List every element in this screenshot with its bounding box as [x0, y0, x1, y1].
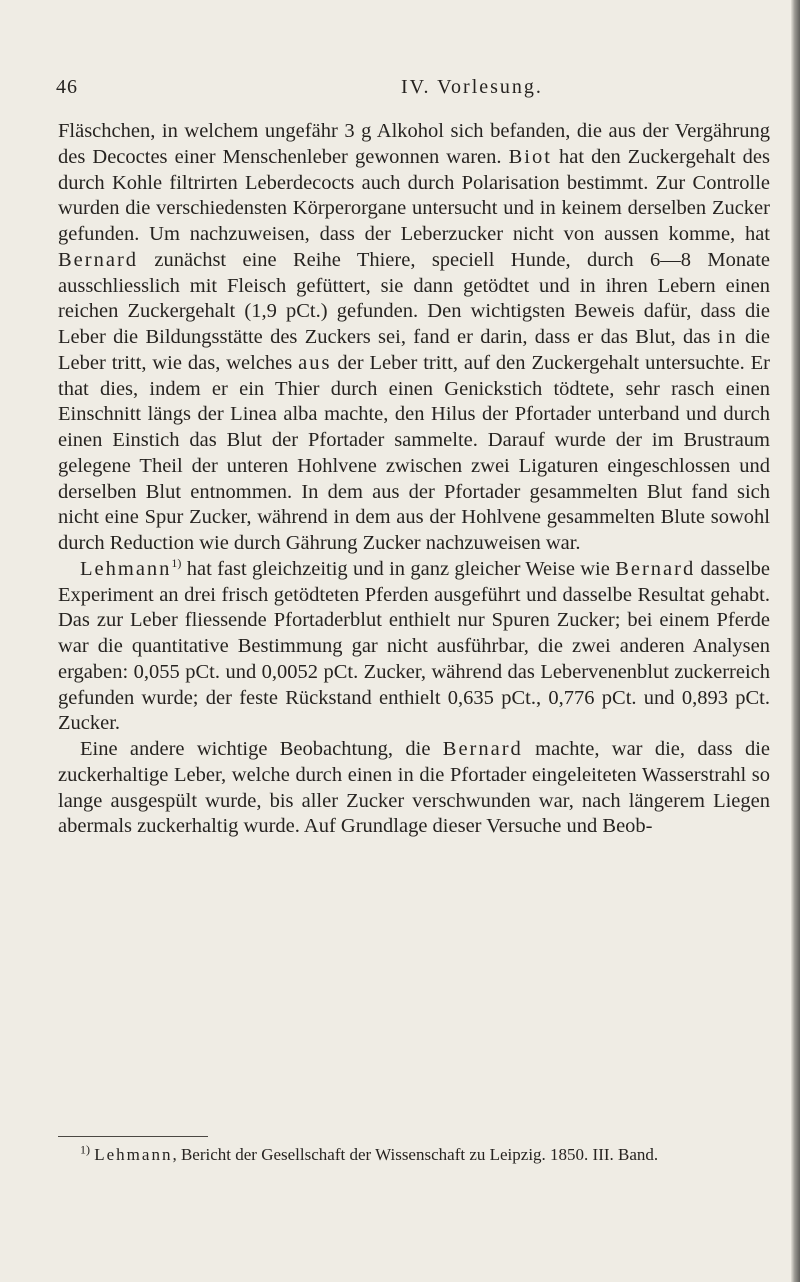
footnote-text: , Bericht der Gesellschaft der Wissenschaft zu Leipzig. 1850. III. Band. [172, 1145, 659, 1164]
footnote-marker: 1) [80, 1142, 90, 1157]
text-run: dasselbe Experiment an drei frisch getödteten Pferden ausgeführt und dasselbe Resultat gehabt. Das zur Leber fliessende Pfortaderblut enthielt nur Spuren Zucker; bei einem Pferde war die quantitative Bestimmung gar nicht ausführbar, die zwei anderen Analysen ergaben: 0,055 pCt. und 0,0052 pCt. Zucker, während das Lebervenenblut zuckerreich gefunden wurde; der feste Rückstand enthielt 0,635 pCt., 0,776 pCt. und 0,893 pCt. Zucker. [58, 557, 770, 735]
page-header [56, 76, 744, 110]
paragraph [58, 557, 770, 737]
page-number: 46 [56, 76, 78, 98]
text-run: machte, war die, dass die zuckerhaltige Leber, welche durch einen in die Pfortader eingeleiteten Wasserstrahl so lange ausgespült wurde, bis aller Zucker verschwunden war, nach längerem Liegen abermals zuckerhaltig wurde. Auf Grundlage dieser Versuche und Beob- [58, 738, 770, 838]
text-run: zunächst eine Reihe Thiere, speciell Hunde, durch 6—8 Monate ausschliesslich mit Fleisch gefüttert, sie dann getödtet und in ihren Lebern einen reichen Zuckergehalt (1,9 pCt.) gefunden. Den wichtigsten Beweis dafür, dass die Leber die Bildungsstätte des Zuckers sei, fand er darin, dass er das Blut, das [58, 248, 770, 348]
text-run: der Leber tritt, auf den Zuckergehalt untersuchte. Er that dies, indem er ein Thier durch einen Genickstich tödtete, sehr rasch einen Einschnitt längs der Linea alba machte, den Hilus der Pfortader unterband und durch einen Einstich das Blut der Pfortader sammelte. Darauf wurde der im Brustraum gelegene Theil der unteren Hohlvene zwischen zwei Ligaturen eingeschlossen und derselben Blut entnommen. In dem aus der Pfortader gesammelten Blut fand sich nicht eine Spur Zucker, während in dem aus der Hohlvene gesammelten Blute sowohl durch Reduction wie durch Gährung Zucker nachzuweisen war. [58, 351, 771, 554]
spaced-name: in [717, 326, 738, 348]
body-text [58, 119, 770, 840]
spaced-name: Bernard [58, 248, 139, 271]
page-edge-shadow [791, 0, 800, 1282]
spaced-name: Lehmann [80, 557, 172, 580]
footnote [58, 1143, 770, 1166]
footnote-rule [58, 1136, 208, 1137]
text-run: Eine andere wichtige Beobachtung, die [80, 738, 443, 760]
spaced-name: Bernard [442, 738, 523, 760]
spaced-name: aus [298, 351, 332, 374]
spaced-name: Bernard [615, 557, 696, 580]
text-run: hat fast gleichzeitig und in ganz gleicher Weise wie [181, 557, 616, 580]
text-run: die Leber tritt, wie das, welches [58, 326, 770, 374]
text-run: Fläschchen, in welchem ungefähr 3 g Alkohol sich befanden, die aus der Vergährung des Decoctes einer Menschenleber gewonnen waren. [58, 120, 770, 168]
running-head: IV. Vorlesung. [401, 76, 543, 98]
text-run: hat den Zuckergehalt des durch Kohle filtrirten Leberdecocts auch durch Polarisation bestimmt. Zur Controlle wurden die verschiedensten Körperorgane untersucht und in keinem derselben Zucker gefunden. Um nachzuweisen, dass der Leberzucker nicht von aussen komme, hat [58, 145, 770, 245]
footnote-ref: 1) [171, 555, 182, 570]
paragraph [58, 119, 770, 557]
paragraph [58, 737, 770, 840]
spaced-name: Biot [508, 145, 552, 168]
footnote-author: Lehmann [94, 1145, 173, 1164]
